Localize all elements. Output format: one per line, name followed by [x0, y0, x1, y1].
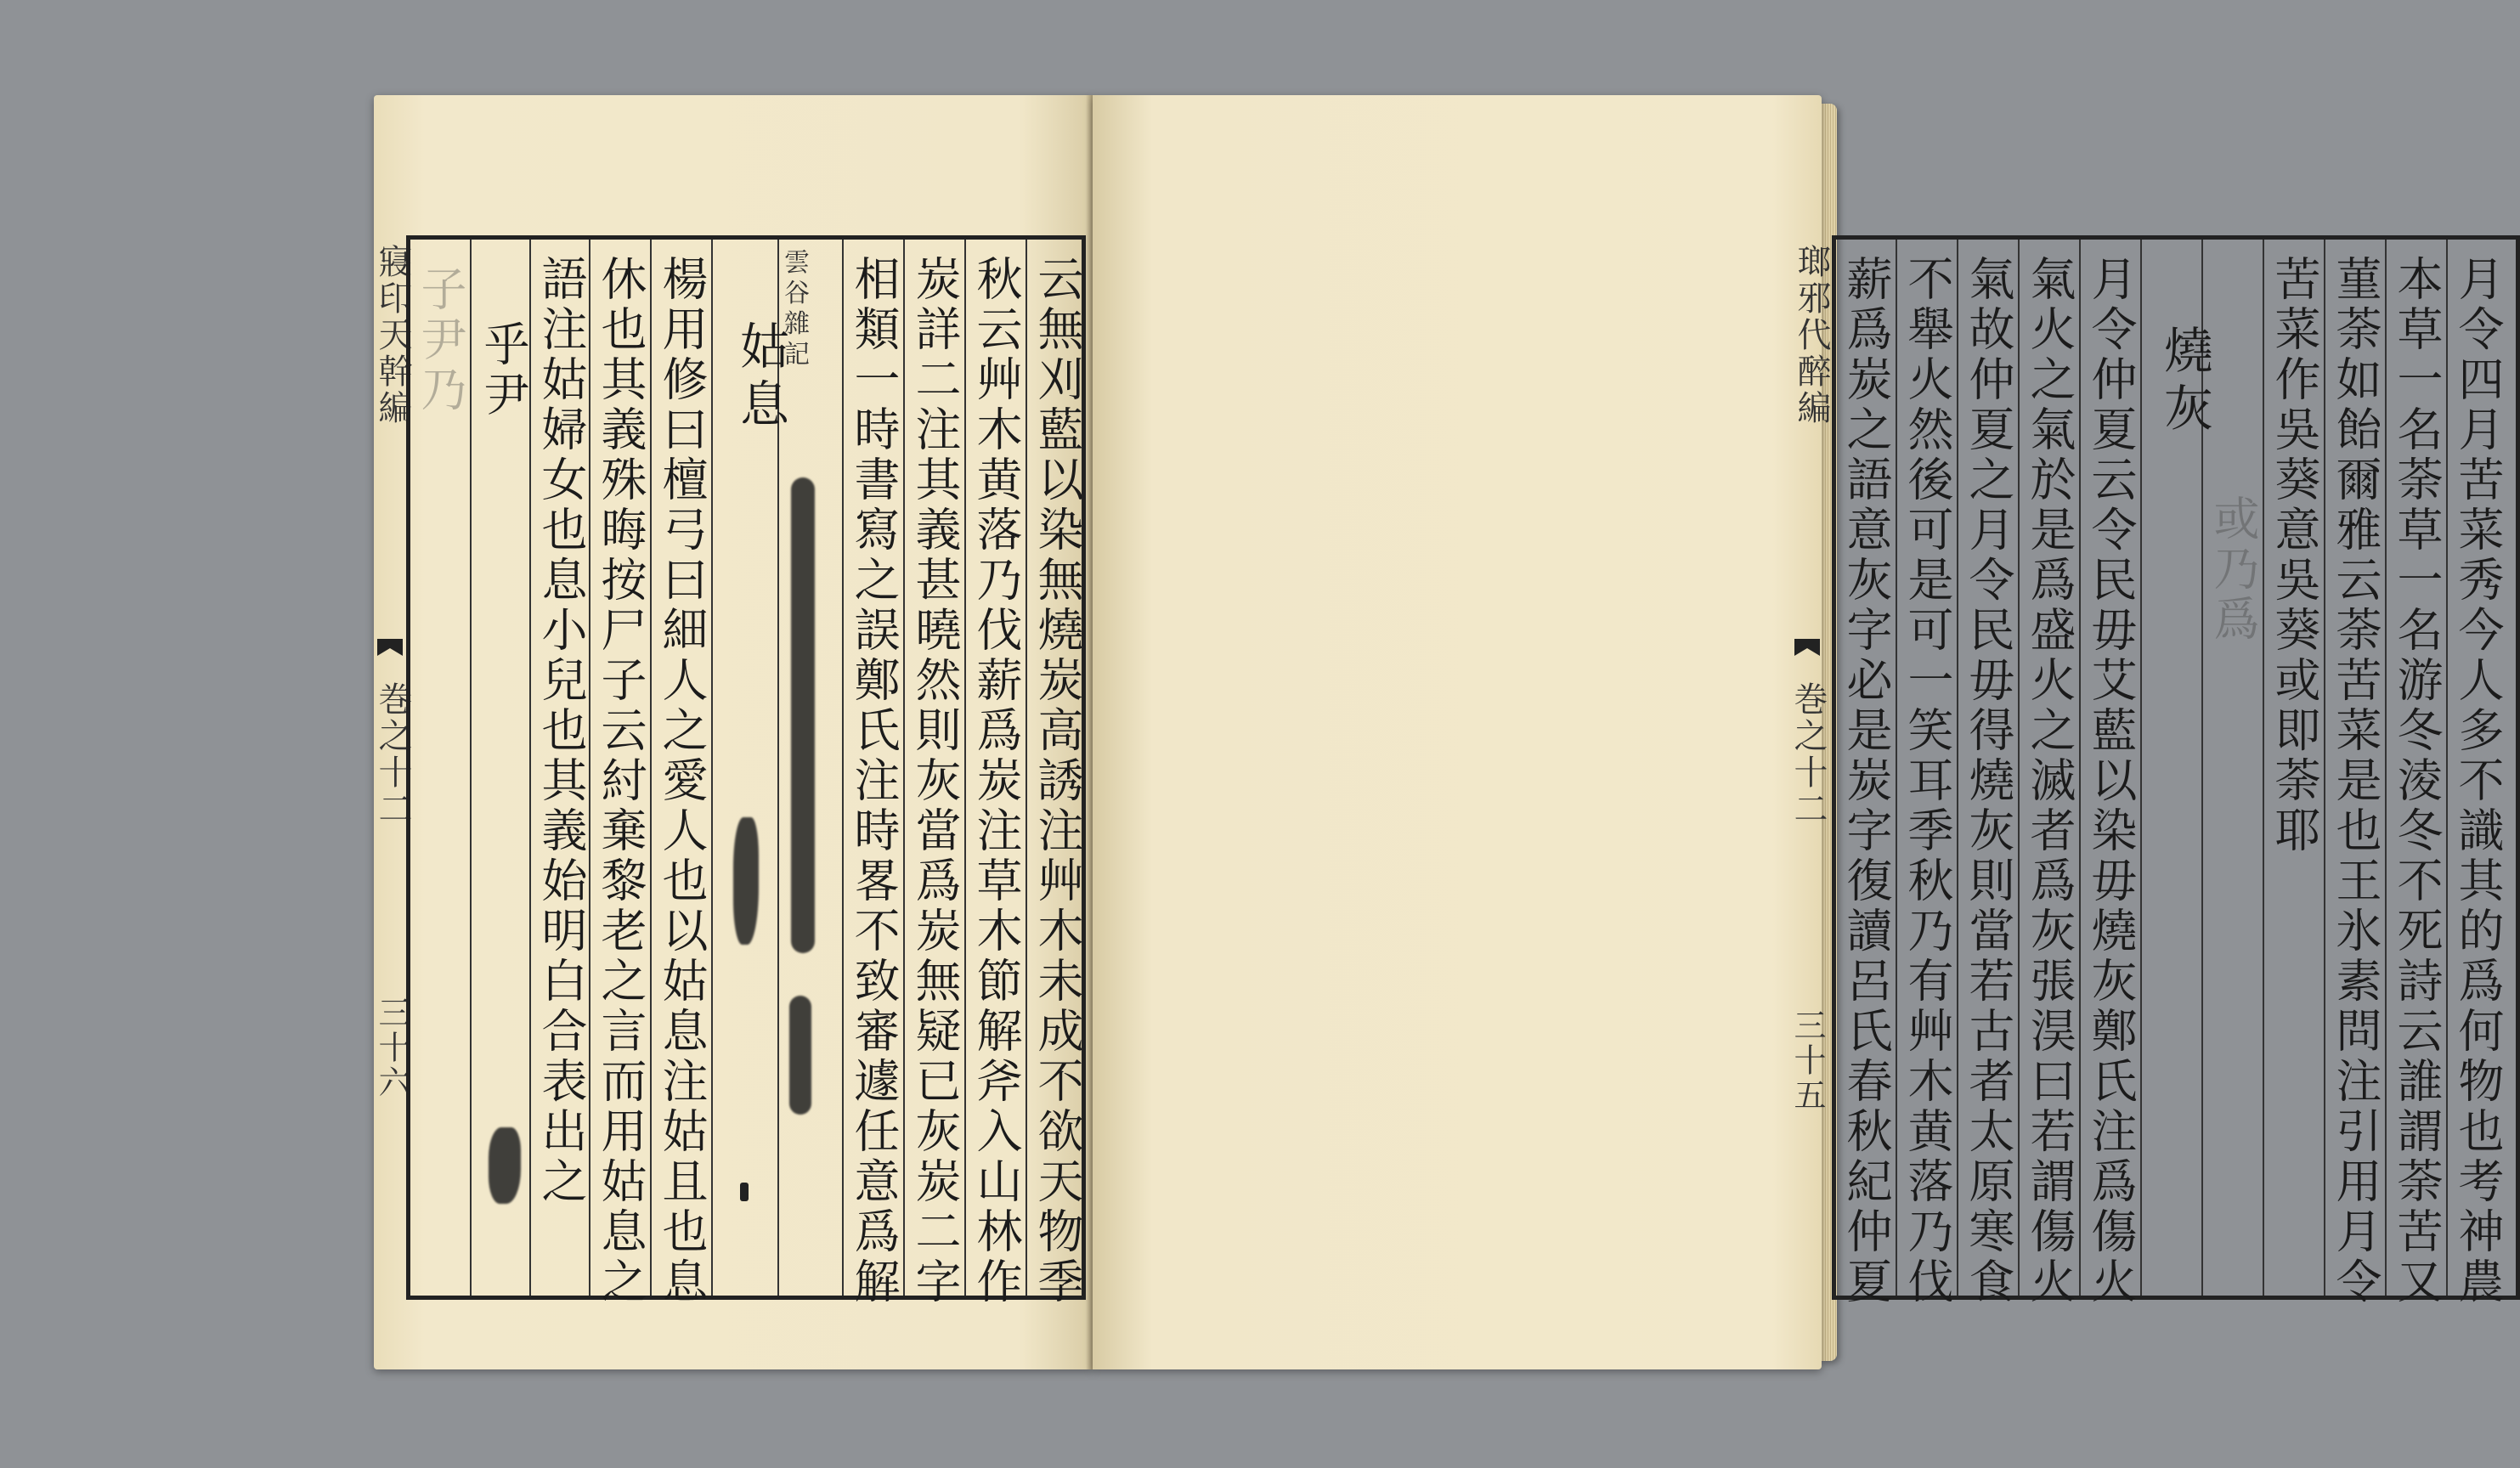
- heading-gusi: 姑息: [732, 320, 789, 436]
- left-margin-title: 寢印天幹編: [373, 244, 412, 426]
- text-column: 氣故仲夏之月令民毋得燒灰則當若古者太原寒食: [1962, 255, 2015, 1307]
- text-column: 休也其義殊晦按尸子云紂棄黎老之言而用姑息之: [594, 255, 647, 1307]
- right-page: [1093, 95, 2505, 1369]
- right-col-divider: [2018, 240, 2020, 1296]
- text-column: 薪爲炭之語意灰字必是炭字復讀呂氏春秋紀仲夏: [1839, 255, 1893, 1307]
- right-margin-folio: 三十五: [1788, 1008, 1826, 1113]
- left-col-divider: [711, 240, 713, 1296]
- right-col-divider: [2385, 240, 2387, 1296]
- left-margin-folio: 三十六: [373, 996, 410, 1100]
- text-column: 本草一名荼草一名游冬淩冬不死詩云誰謂荼苦又: [2390, 255, 2444, 1307]
- left-fish-tail-mark: [377, 639, 403, 656]
- open-book: [373, 95, 2505, 1369]
- text-column: 相類一時書寫之誤鄭氏注時畧不致審遽任意爲解: [847, 255, 901, 1307]
- left-col-divider: [964, 240, 966, 1296]
- ink-blot: [733, 817, 759, 945]
- right-col-divider: [2324, 240, 2325, 1296]
- right-col-divider: [2263, 240, 2264, 1296]
- left-page: [374, 95, 1093, 1369]
- right-col-divider: [2140, 240, 2142, 1296]
- text-column: 秋云艸木黄落乃伐薪爲炭注草木節解斧入山林作: [969, 255, 1023, 1307]
- right-col-divider: [2446, 240, 2448, 1296]
- right-col-divider: [1957, 240, 1958, 1296]
- show-through-text: 子尹乃: [414, 265, 467, 415]
- text-column: 菫荼如飴爾雅云荼苦菜是也王氷素問注引用月令: [2329, 255, 2382, 1307]
- right-col-divider: [1896, 240, 1897, 1296]
- heading-shaohui: 燒灰: [2156, 325, 2213, 440]
- ink-smear: [791, 477, 815, 953]
- text-column: 月令仲夏云令民毋艾藍以染毋燒灰鄭氏注爲傷火: [2084, 255, 2138, 1307]
- left-col-divider: [650, 240, 652, 1296]
- ink-blot: [489, 1127, 521, 1204]
- text-column: 楊用修曰檀弓曰細人之愛人也以姑息注姑且也息: [655, 255, 709, 1307]
- ink-smear: [789, 996, 811, 1115]
- right-fish-tail-mark: [1794, 639, 1820, 656]
- left-col-divider: [842, 240, 844, 1296]
- heading-huyin: 乎尹: [477, 320, 530, 421]
- right-text-frame: [1832, 235, 2520, 1307]
- left-col-divider: [589, 240, 590, 1296]
- text-column: 月令四月苦菜秀今人多不識其的爲何物也考神農: [2451, 255, 2505, 1307]
- text-column: 炭詳二注其義甚曉然則灰當爲炭無疑已灰炭二字: [908, 255, 962, 1307]
- left-col-divider: [1026, 240, 1027, 1296]
- right-margin-title: 瑯邪代醉編: [1792, 244, 1831, 426]
- source-note: 雲谷雜記: [784, 248, 812, 370]
- text-column: 語注姑婦女也息小兒也其義始明白合表出之: [534, 255, 588, 1207]
- right-margin-chapter: 巻之十二: [1788, 681, 1828, 827]
- left-text-frame: [406, 235, 1086, 1307]
- ink-mark: [740, 1183, 749, 1201]
- text-column: 苦菜作吳葵意吳葵或即荼耶: [2268, 255, 2321, 856]
- text-column: 氣火之氣於是爲盛火之滅者爲灰張淏曰若謂傷火: [2023, 255, 2076, 1307]
- text-column: 不舉火然後可是可一笑耳季秋乃有艸木黄落乃伐: [1901, 255, 1954, 1307]
- left-margin-chapter: 巻之十二: [373, 681, 412, 827]
- right-col-divider: [2079, 240, 2081, 1296]
- show-through-text: 或乃爲: [2206, 494, 2260, 645]
- left-col-divider: [470, 240, 472, 1296]
- left-col-divider: [903, 240, 905, 1296]
- text-column: 云無刈藍以染無燒炭高誘注艸木未成不欲天物季: [1031, 255, 1084, 1307]
